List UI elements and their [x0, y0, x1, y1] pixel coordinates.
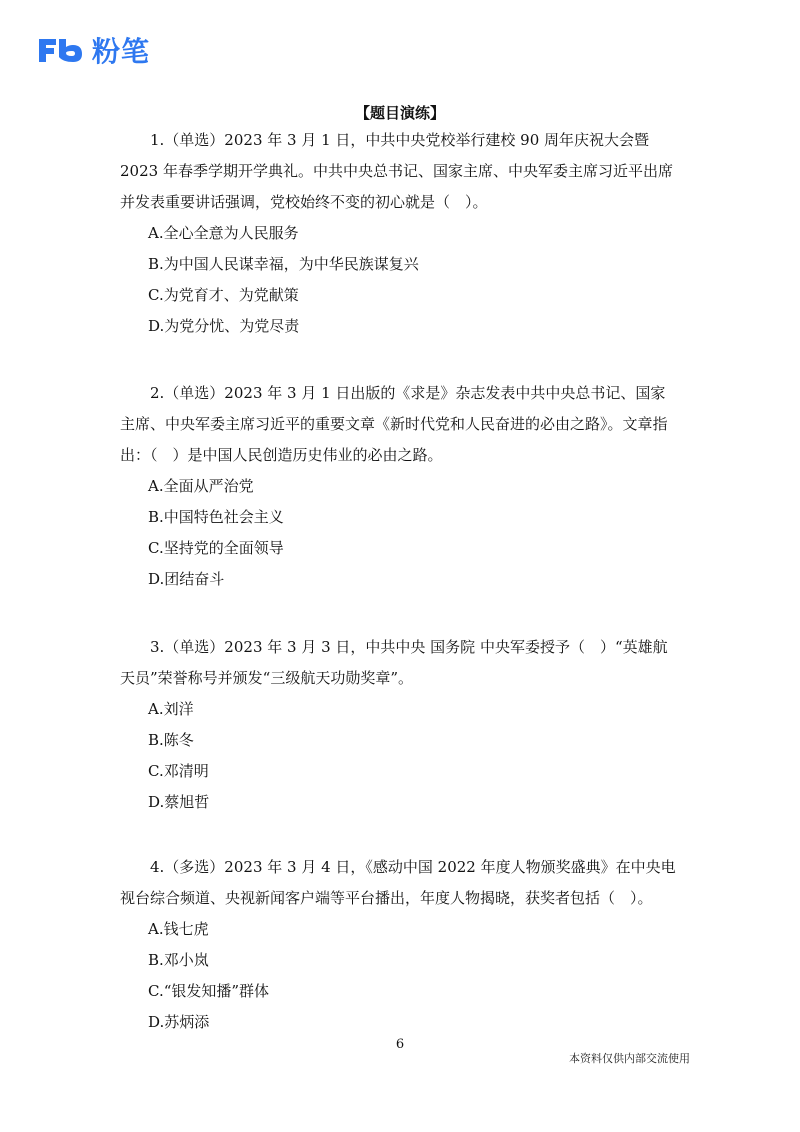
option-d: D.蔡旭哲 — [148, 793, 210, 811]
brand-name: 粉笔 — [92, 35, 151, 68]
question-3 — [120, 632, 680, 818]
page-number: 6 — [395, 1037, 405, 1052]
option-b: B.邓小岚 — [148, 951, 209, 969]
brand-logo — [36, 30, 150, 70]
option-d: D.团结奋斗 — [148, 570, 225, 588]
option-b: B.中国特色社会主义 — [148, 508, 284, 526]
option-a: A.全面从严治党 — [148, 477, 254, 495]
option-c: C.为党育才、为党献策 — [148, 286, 299, 304]
option-c: C.坚持党的全面领导 — [148, 539, 284, 557]
option-b: B.为中国人民谋幸福，为中华民族谋复兴 — [148, 255, 419, 273]
footer-note: 本资料仅供内部交流使用 — [569, 1052, 690, 1065]
question-stem: 2.（单选）2023 年 3 月 1 日出版的《求是》杂志发表中共中央总书记、国家主席、中央军委主席习近平的重要文章《新时代党和人民奋进的必由之路》。文章指出：（ ）是中国人民创造历史伟业的必由之路。 — [120, 384, 668, 464]
question-4 — [120, 852, 680, 1038]
option-a: A.刘洋 — [148, 700, 194, 718]
fb-logo-icon — [36, 35, 84, 65]
question-stem: 1.（单选）2023 年 3 月 1 日，中共中央党校举行建校 90 周年庆祝大会暨 2023 年春季学期开学典礼。中共中央总书记、国家主席、中央军委主席习近平出席并发表重要讲话强调，党校始终不变的初心就是（ ）。 — [120, 131, 673, 211]
option-c: C.邓清明 — [148, 762, 209, 780]
option-b: B.陈冬 — [148, 731, 194, 749]
option-d: D.为党分忧、为党尽责 — [148, 317, 300, 335]
option-a: A.钱七虎 — [148, 920, 209, 938]
option-c: C.“银发知播”群体 — [148, 982, 270, 1000]
question-stem: 3.（单选）2023 年 3 月 3 日，中共中央 国务院 中央军委授予（ ）“英雄航天员”荣誉称号并颁发“三级航天功勋奖章”。 — [120, 638, 668, 687]
section-title: 【题目演练】 — [354, 104, 445, 122]
option-a: A.全心全意为人民服务 — [148, 224, 299, 242]
option-d: D.苏炳添 — [148, 1013, 210, 1031]
question-stem: 4.（多选）2023 年 3 月 4 日，《感动中国 2022 年度人物颁奖盛典》在中央电视台综合频道、央视新闻客户端等平台播出，年度人物揭晓，获奖者包括（ ）。 — [120, 858, 676, 907]
question-1 — [120, 125, 680, 342]
question-2 — [120, 378, 680, 595]
